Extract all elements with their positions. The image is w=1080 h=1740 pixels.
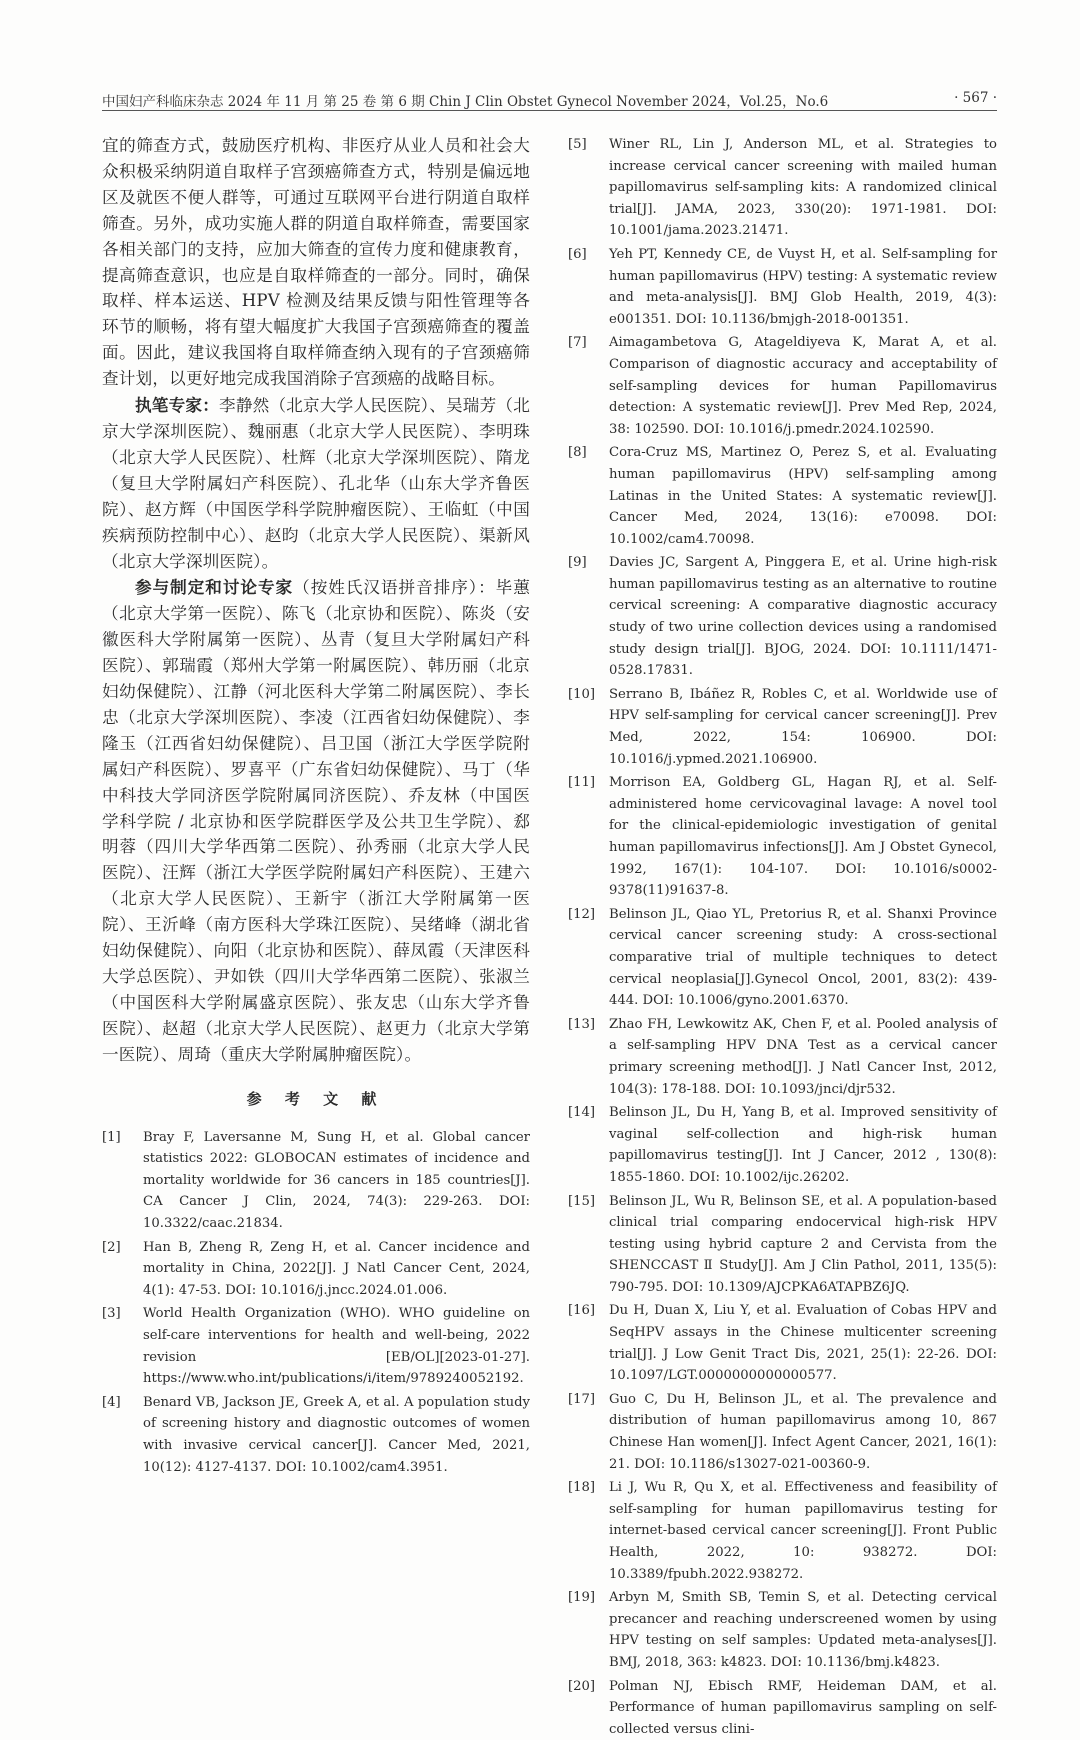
reference-number: [16] [568, 1303, 596, 1319]
left-column [102, 133, 530, 1480]
reference-text: Davies JC, Sargent A, Pinggera E, et al. Urine high-risk human papillomavirus testing as an alternative to routine cervical screening: A comparative diagnostic accuracy study of two urine collection devices using a randomised study design trial[J]. BJOG, 2024. DOI: 10.1111/1471-0528.17831. [609, 555, 997, 679]
reference-entry [568, 134, 997, 242]
body-paragraph: 宜的筛查方式，鼓励医疗机构、非医疗从业人员和社会大众积极采纳阴道自取样子宫颈癌筛查方式，特别是偏远地区及就医不便人群等，可通过互联网平台进行阴道自取样筛查。另外，成功实施人群的阴道自取样筛查，需要国家各相关部门的支持，应加大筛查的宣传力度和健康教育，提高筛查意识，也应是自取样筛查的一部分。同时，确保取样、样本运送、HPV 检测及结果反馈与阳性管理等各环节的顺畅，将有望大幅度扩大我国子宫颈癌筛查的覆盖面。因此，建议我国将自取样筛查纳入现有的子宫颈癌筛查计划，以更好地完成我国消除子宫颈癌的战略目标。 [102, 136, 530, 389]
reference-number: [7] [568, 335, 587, 351]
reference-number: [17] [568, 1391, 596, 1407]
reference-text: World Health Organization (WHO). WHO guideline on self-care interventions for health and well-being, 2022 revision [EB/OL][2023-01-27]. https://www.who.int/publications/i/item/9789240052192. [143, 1306, 530, 1387]
reference-text: Guo C, Du H, Belinson JL, et al. The prevalence and distribution of human papillomavirus among 10, 867 Chinese Han women[J]. Infect Agent Cancer, 2021, 16(1): 21. DOI: 10.1186/s13027-021-00360-9. [609, 1391, 997, 1472]
right-column [568, 134, 997, 1737]
reference-text: Yeh PT, Kennedy CE, de Vuyst H, et al. Self-sampling for human papillomavirus (HPV) testing: A systematic review and meta-analysis[J]. BMJ Glob Health, 2019, 4(3): e001351. DOI: 10.1136/bmjgh-2018-001351. [609, 246, 997, 327]
reference-number: [4] [102, 1394, 121, 1410]
reference-text: Aimagambetova G, Atageldiyeva K, Marat A, et al. Comparison of diagnostic accuracy and acceptability of self-sampling devices for human Papillomavirus detection: A systematic review[J]. Prev Med Rep, 2024, 38: 102590. DOI: 10.1016/j.pmedr.2024.102590. [609, 335, 997, 437]
participating-experts-paragraph [102, 575, 530, 1067]
reference-text: Belinson JL, Qiao YL, Pretorius R, et al. Shanxi Province cervical cancer screening study: A cross-sectional comparative trial of multiple techniques to detect cervical neoplasia[J].Gynecol Oncol, 2001, 83(2): 439-444. DOI: 10.1006/gyno.2001.6370. [609, 906, 997, 1009]
reference-entry [568, 1191, 997, 1299]
reference-text: Li J, Wu R, Qu X, et al. Effectiveness and feasibility of self-sampling for human papillomavirus testing for internet-based cervical cancer screening[J]. Front Public Health, 2022, 10: 938272. DOI: 10.3389/fpubh.2022.938272. [609, 1480, 997, 1582]
writing-experts-label: 执笔专家： [135, 395, 220, 416]
reference-list-right [568, 134, 997, 1740]
reference-number: [6] [568, 246, 587, 262]
reference-number: [9] [568, 555, 587, 571]
reference-number: [2] [102, 1239, 121, 1255]
reference-text: Du H, Duan X, Liu Y, et al. Evaluation of Cobas HPV and SeqHPV assays in the Chinese multicenter screening trial[J]. J Low Genit Tract Dis, 2021, 25(1): 22-26. DOI: 10.1097/LGT.0000000000000577. [609, 1303, 997, 1384]
references-heading: 参 考 文 献 [246, 1089, 386, 1108]
reference-number: [12] [568, 906, 596, 922]
reference-number: [10] [568, 686, 596, 702]
reference-text: Han B, Zheng R, Zeng H, et al. Cancer incidence and mortality in China, 2022[J]. J Natl Cancer Cent, 2024, 4(1): 47-53. DOI: 10.1016/j.jncc.2024.01.006. [143, 1239, 530, 1298]
reference-text: Serrano B, Ibáñez R, Robles C, et al. Worldwide use of HPV self-sampling for cervical cancer screening[J]. Prev Med, 2022, 154: 106900. DOI: 10.1016/j.ypmed.2021.106900. [609, 686, 997, 767]
reference-number: [11] [568, 775, 596, 791]
reference-text: Belinson JL, Wu R, Belinson SE, et al. A population-based clinical trial comparing endocervical high-risk HPV testing using hybrid capture 2 and Cervista from the SHENCCAST Ⅱ Study[J]. Am J Clin Pathol, 2011, 135(5): 790-795. DOI: 10.1309/AJCPKA6ATAPBZ6JQ. [609, 1193, 997, 1295]
reference-entry [568, 244, 997, 330]
reference-number: [18] [568, 1480, 596, 1496]
participating-experts-list: （按姓氏汉语拼音排序）：毕蕙（北京大学第一医院）、陈飞（北京协和医院）、陈炎（安徽医科大学附属第一医院）、丛青（复旦大学附属妇产科医院）、郭瑞霞（郑州大学第一附属医院）、韩历丽（北京妇幼保健院）、江静（河北医科大学第二附属医院）、李长忠（北京大学深圳医院）、李凌（江西省妇幼保健院）、李隆玉（江西省妇幼保健院）、吕卫国（浙江大学医学院附属妇产科医院）、罗喜平（广东省妇幼保健院）、马丁（华中科技大学同济医学院附属同济医院）、乔友林（中国医学科学院 / 北京协和医学院群医学及公共卫生学院）、郄明蓉（四川大学华西第二医院）、孙秀丽（北京大学人民医院）、汪辉（浙江大学医学院附属妇产科医院）、王建六（北京大学人民医院）、王新宇（浙江大学附属第一医院）、王沂峰（南方医科大学珠江医院）、吴绪峰（湖北省妇幼保健院）、向阳（北京协和医院）、薛凤霞（天津医科大学总医院）、尹如铁（四川大学华西第二医院）、张淑兰（中国医科大学附属盛京医院）、张友忠（山东大学齐鲁医院）、赵超（北京大学人民医院）、赵更力（北京大学第一医院）、周琦（重庆大学附属肿瘤医院）。 [102, 578, 531, 1064]
reference-entry [568, 1300, 997, 1386]
reference-text: Morrison EA, Goldberg GL, Hagan RJ, et al. Self-administered home cervicovaginal lavage: A novel tool for the clinical-epidemiologic investigation of genital human papillomavirus infections[J]. Am J Obstet Gynecol, 1992, 167(1): 104-107. DOI: 10.1016/s0002-9378(11)91637-8. [609, 775, 997, 899]
reference-entry [568, 772, 997, 902]
writing-experts-paragraph [102, 393, 530, 574]
reference-text: Belinson JL, Du H, Yang B, et al. Improved sensitivity of vaginal self-collection and high-risk human papillomavirus testing[J]. Int J Cancer, 2012 , 130(8): 1855-1860. DOI: 10.1002/ijc.26202. [609, 1105, 997, 1185]
reference-entry [102, 1237, 530, 1302]
reference-number: [15] [568, 1193, 596, 1209]
writing-experts-list: 李静然（北京大学人民医院）、吴瑞芳（北京大学深圳医院）、魏丽惠（北京大学人民医院）、李明珠（北京大学人民医院）、杜辉（北京大学深圳医院）、隋龙（复旦大学附属妇产科医院）、孔北华（山东大学齐鲁医院）、赵方辉（中国医学科学院肿瘤医院）、王临虹（中国疾病预防控制中心）、赵昀（北京大学人民医院）、渠新风（北京大学深圳医院）。 [102, 396, 531, 571]
reference-text: Benard VB, Jackson JE, Greek A, et al. A population study of screening history and diagnostic outcomes of women with invasive cervical cancer[J]. Cancer Med, 2021, 10(12): 4127-4137. DOI: 10.1002/cam4.3951. [143, 1394, 530, 1475]
reference-number: [1] [102, 1129, 121, 1145]
reference-text: Polman NJ, Ebisch RMF, Heideman DAM, et al. Performance of human papillomavirus sampling on self-collected versus clini- [609, 1678, 997, 1737]
reference-text: Cora-Cruz MS, Martinez O, Perez S, et al. Evaluating human papillomavirus (HPV) self-sampling among Latinas in the United States: A systematic review[J]. Cancer Med, 2024, 13(16): e70098. DOI: 10.1002/cam4.70098. [609, 445, 997, 547]
reference-entry [568, 904, 997, 1012]
reference-entry [568, 684, 997, 770]
reference-text: Arbyn M, Smith SB, Temin S, et al. Detecting cervical precancer and reaching underscreened women by using HPV testing on self samples: Updated meta-analyses[J]. BMJ, 2018, 363: k4823. DOI: 10.1136/bmj.k4823. [609, 1590, 997, 1670]
reference-entry [568, 442, 997, 550]
reference-number: [19] [568, 1590, 596, 1606]
reference-text: Winer RL, Lin J, Anderson ML, et al. Strategies to increase cervical cancer screening with mailed human papillomavirus self-sampling kits: A randomized clinical trial[J]. JAMA, 2023, 330(20): 1971-1981. DOI: 10.1001/jama.2023.21471. [609, 137, 997, 239]
reference-list-left [102, 1127, 530, 1479]
reference-entry [568, 1676, 997, 1740]
reference-entry [568, 332, 997, 440]
reference-entry [568, 1389, 997, 1475]
reference-entry [568, 1587, 997, 1673]
participating-experts-label: 参与制定和讨论专家 [135, 577, 294, 598]
reference-text: Zhao FH, Lewkowitz AK, Chen F, et al. Pooled analysis of a self-sampling HPV DNA Test as a cervical cancer primary screening method[J]. J Natl Cancer Inst, 2012, 104(3): 178-188. DOI: 10.1093/jnci/djr532. [609, 1016, 997, 1097]
reference-entry [568, 1102, 997, 1188]
reference-number: [5] [568, 137, 587, 152]
reference-entry [568, 1477, 997, 1585]
reference-entry [102, 1392, 530, 1478]
reference-text: Bray F, Laversanne M, Sung H, et al. Global cancer statistics 2022: GLOBOCAN estimates of incidence and mortality worldwide for 36 cancers in 185 countries[J]. CA Cancer J Clin, 2024, 74(3): 229-263. DOI: 10.3322/caac.21834. [143, 1129, 530, 1231]
reference-entry [568, 1014, 997, 1100]
reference-number: [8] [568, 445, 587, 461]
page-number: · 567 · [954, 90, 997, 106]
reference-entry [102, 1303, 530, 1389]
reference-number: [14] [568, 1105, 596, 1121]
journal-citation: 中国妇产科临床杂志 2024 年 11 月 第 25 卷 第 6 期 Chin J Clin Obstet Gynecol November 2024，Vol.25，No.6 [102, 94, 829, 110]
running-header [102, 90, 997, 111]
reference-number: [13] [568, 1016, 596, 1032]
reference-entry [568, 552, 997, 682]
reference-entry [102, 1127, 530, 1235]
reference-number: [20] [568, 1678, 596, 1694]
reference-number: [3] [102, 1306, 121, 1322]
